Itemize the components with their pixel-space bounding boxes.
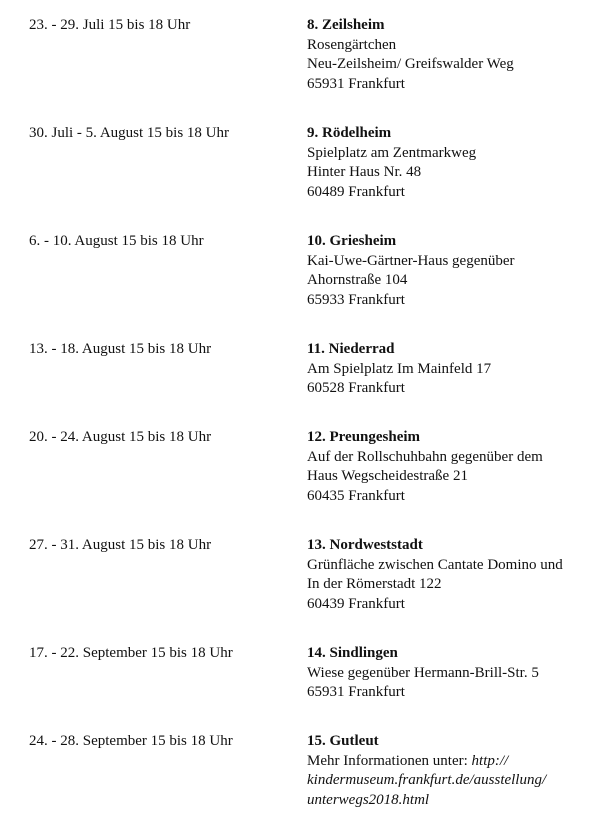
location-line: Ahornstraße 104 xyxy=(307,272,408,288)
entry-date: 23. - 29. Juli 15 bis 18 Uhr xyxy=(29,17,191,33)
location-line: Neu-Zeilsheim/ Greifswalder Weg xyxy=(307,56,514,72)
entry-location xyxy=(307,644,592,703)
location-line: 65933 Frankfurt xyxy=(307,291,405,308)
entry-date: 6. - 10. August 15 bis 18 Uhr xyxy=(29,233,204,249)
entry-location xyxy=(307,340,592,399)
location-line: 65931 Frankfurt xyxy=(307,75,405,92)
entry-location xyxy=(307,428,592,506)
location-line: Am Spielplatz Im Mainfeld 17 xyxy=(307,360,492,377)
entry-date: 13. - 18. August 15 bis 18 Uhr xyxy=(29,341,212,357)
entry-date: 24. - 28. September 15 bis 18 Uhr xyxy=(29,733,233,749)
location-title: 15. Gutleut xyxy=(307,733,379,749)
location-title: 8. Zeilsheim xyxy=(307,17,385,33)
location-line: 60439 Frankfurt xyxy=(307,595,405,612)
entry-date: 30. Juli - 5. August 15 bis 18 Uhr xyxy=(29,125,230,141)
info-line xyxy=(307,752,592,772)
entry-date: 27. - 31. August 15 bis 18 Uhr xyxy=(29,537,212,553)
entry-location xyxy=(307,16,592,94)
location-title: 14. Sindlingen xyxy=(307,645,398,661)
entry-date: 20. - 24. August 15 bis 18 Uhr xyxy=(29,429,212,445)
location-line: Haus Wegscheidestraße 21 xyxy=(307,468,468,484)
entry-location xyxy=(307,232,592,310)
location-line: 65931 Frankfurt xyxy=(307,684,405,700)
location-line: Hinter Haus Nr. 48 xyxy=(307,164,422,180)
location-line: 60528 Frankfurt xyxy=(307,380,405,396)
info-link[interactable]: http:// xyxy=(471,752,509,769)
location-line: Rosengärtchen xyxy=(307,36,397,53)
location-title: 10. Griesheim xyxy=(307,233,397,249)
entry-location xyxy=(307,732,592,810)
info-link[interactable]: unterwegs2018.html xyxy=(307,791,430,808)
location-title: 11. Niederrad xyxy=(307,341,395,357)
entry-location xyxy=(307,124,592,202)
location-line: Kai-Uwe-Gärtner-Haus gegenüber xyxy=(307,252,515,269)
location-line: 60435 Frankfurt xyxy=(307,487,405,504)
location-line: In der Römerstadt 122 xyxy=(307,576,442,592)
entry-date: 17. - 22. September 15 bis 18 Uhr xyxy=(29,645,233,661)
location-title: 12. Preungesheim xyxy=(307,429,421,445)
location-line: Wiese gegenüber Hermann-Brill-Str. 5 xyxy=(307,664,539,681)
location-line: Auf der Rollschuhbahn gegenüber dem xyxy=(307,448,543,465)
info-link[interactable]: kindermuseum.frankfurt.de/ausstellung/ xyxy=(307,772,547,788)
location-title: 9. Rödelheim xyxy=(307,125,392,141)
location-line: Grünfläche zwischen Cantate Domino und xyxy=(307,556,563,573)
location-line: Spielplatz am Zentmarkweg xyxy=(307,144,477,161)
info-prefix: Mehr Informationen unter: xyxy=(307,752,472,769)
location-line: 60489 Frankfurt xyxy=(307,183,405,200)
location-title: 13. Nordweststadt xyxy=(307,537,423,553)
entry-location xyxy=(307,536,592,614)
